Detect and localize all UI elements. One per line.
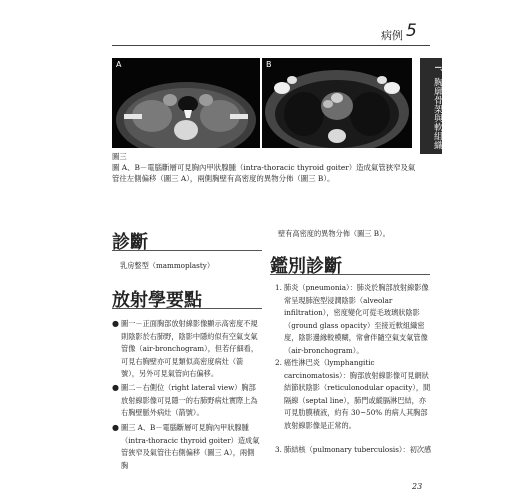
- radiology-bullet-text: 圖二－右側位（right lateral view）胸部放射線影像可見隱一的右肺野病灶實際上為右胸壁脈外病灶（箭號）。: [121, 383, 258, 417]
- differential-text: 肺炎（pneumonia）：肺炎於胸部放射線影像常呈現肺泡型浸潤陰影（alveolar infiltration），密度變化可從毛玻璃狀陰影（ground glass opacity）至接近軟組織密度，陰影邊緣較模糊，常會伴隨空氣支氣管像（air-bronchogram）。: [284, 283, 429, 355]
- radiology-bullet-text: 圖三 A、B－電腦斷層可見胸內甲狀腺腫（intra-thoracic thyroid goiter）造成氣管狹窄及氣管往右側偏移（圖三 A），兩側胸: [121, 423, 260, 470]
- ct-image-a: [112, 58, 260, 148]
- differential-number: 1.: [275, 283, 282, 292]
- caption-text: 圖 A、B－電腦斷層可見胸內甲狀腺腫（intra-thoracic thyroid goiter）造成氣管狹窄及氣管往左側偏移（圖三 A），兩側胸壁有高密度的異物分佈（圖三 B）。: [112, 163, 416, 183]
- bullet-dot-icon: ●: [112, 423, 119, 432]
- differential-number: 3.: [275, 445, 282, 454]
- ct-scan-a-graphic: [112, 58, 260, 148]
- diagnosis-title: 診斷: [112, 232, 148, 253]
- differential-rule: [270, 274, 430, 275]
- differential-text: 癌性淋巴炎（lymphangitic carcinomatosis）：胸部放射線影像可見網狀結節狀陰影（reticulonodular opacity），間隔線（septal line），肺門或縱膈淋巴結，亦可見肋膜積液，約有 30~50% 的病人其胸部放射線影像是正常的。: [284, 358, 431, 430]
- ct-scan-b-graphic: [262, 58, 412, 148]
- header-rule: [112, 45, 430, 46]
- differential-item: [275, 357, 432, 432]
- differential-item: [275, 444, 432, 457]
- panel-a-letter: A: [116, 60, 122, 69]
- radiology-rule: [112, 308, 262, 309]
- header-case-label: 病例: [381, 29, 403, 42]
- caption-title: 圖三: [112, 152, 127, 161]
- bullet-dot-icon: ●: [112, 383, 119, 392]
- radiology-bullet-text: 圖一－正面胸部放射線影像顯示高密度不規則陰影於右肺野，陰影中隱約似有空氣支氣管像（air-bronchogram），但若仔細看，可見右胸壁亦可見類似高密度病灶（箭號），另外可見氣管向右偏移。: [121, 319, 259, 378]
- radiology-bullet: [112, 382, 261, 420]
- figure-caption: [112, 151, 417, 184]
- diagnosis-item: 乳房整型（mammoplasty）: [120, 261, 215, 270]
- continued-text: 壁有高密度的異物分佈（圖三 B）。: [278, 229, 390, 238]
- ct-image-b: [262, 58, 412, 148]
- diagnosis-rule: [112, 250, 262, 251]
- differential-item: [275, 282, 432, 357]
- chapter-side-tab: I、胸廓骨架與軟組織: [420, 58, 442, 154]
- radiology-bullet: [112, 318, 261, 381]
- panel-b-letter: B: [266, 60, 272, 69]
- page-number: 23: [412, 482, 423, 491]
- differential-title: 鑑別診斷: [270, 256, 342, 277]
- radiology-title: 放射學要點: [112, 290, 202, 311]
- bullet-dot-icon: ●: [112, 319, 119, 328]
- radiology-bullet: [112, 422, 261, 472]
- differential-number: 2.: [275, 358, 282, 367]
- differential-text: 肺結核（pulmonary tuberculosis）：初次感: [284, 445, 432, 454]
- header-case-number: 5: [406, 21, 417, 41]
